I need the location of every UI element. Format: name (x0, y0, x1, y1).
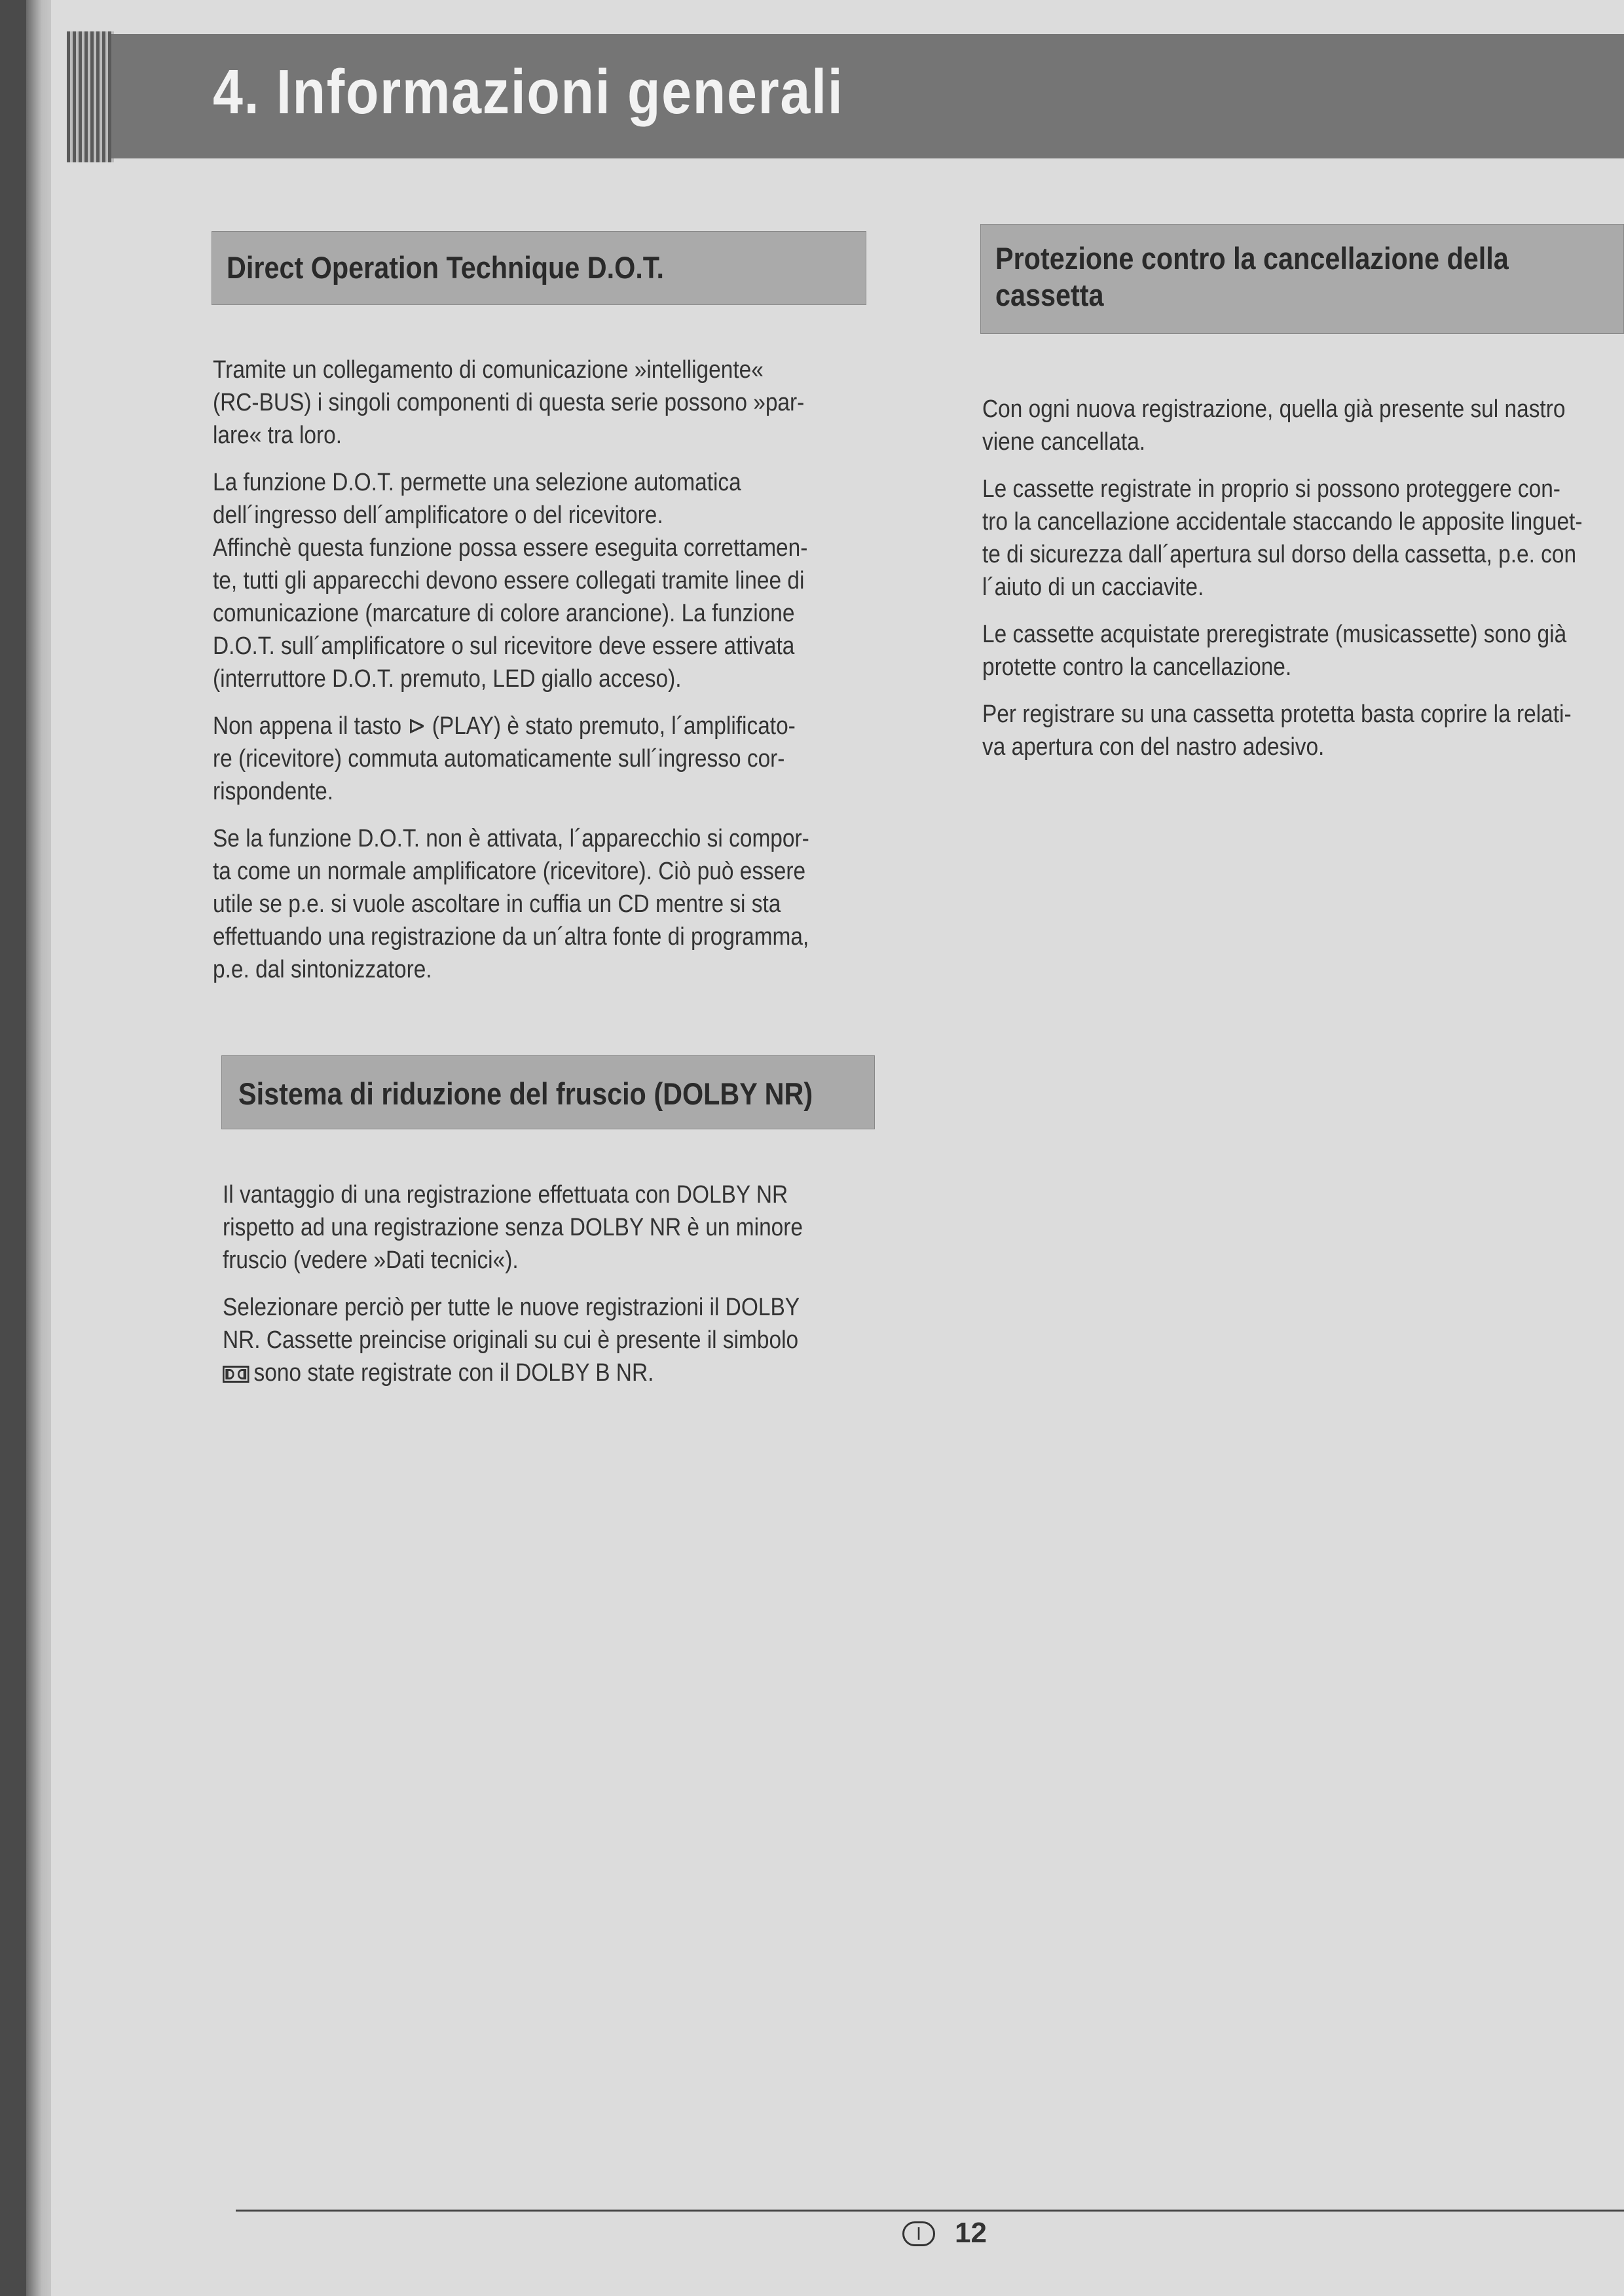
paragraph: Con ogni nuova registrazione, quella già presente sul nastro viene cancellata. (982, 395, 1566, 456)
paragraph: Affinchè questa funzione possa essere eseguita correttamen- te, tutti gli apparecchi devono essere collegati tramite linee di comunicazione (marcature di colore arancione). La funzione D.O.T. sull´amplificatore o sul ricevitore deve essere attivata (interruttore D.O.T. premuto, LED giallo acceso). (213, 534, 808, 693)
section-title-dolby: Sistema di riduzione del fruscio (DOLBY NR) (238, 1076, 813, 1111)
footer-rule (236, 2210, 1624, 2212)
paragraph: Se la funzione D.O.T. non è attivata, l´apparecchio si compor- ta come un normale amplificatore (ricevitore). Ciò può essere utile se p.e. si vuole ascoltare in cuffia un CD mentre si sta effettuando una registrazione da un´altra fonte di programma, p.e. dal sintonizzatore. (213, 825, 809, 983)
paragraph: Tramite un collegamento di comunicazione »intelligente« (RC-BUS) i singoli componenti di questa serie possono »par- lare« tra loro. (213, 356, 805, 449)
paragraph: Non appena il tasto ⊳ (PLAY) è stato premuto, l´amplificato- re (ricevitore) commuta automaticamente sull´ingresso cor- rispondente. (213, 712, 796, 805)
section-header-protection (980, 224, 1624, 334)
page-number: 12 (955, 2217, 987, 2249)
paragraph: Il vantaggio di una registrazione effettuata con DOLBY NR rispetto ad una registrazione senza DOLBY NR è un minore fruscio (vedere »Dati tecnici«). (223, 1181, 803, 1274)
paragraph: La funzione D.O.T. permette una selezione automatica dell´ingresso dell´amplificatore o del ricevitore. (213, 469, 741, 529)
chapter-title: 4. Informazioni generali (213, 57, 844, 127)
paragraph: Le cassette registrate in proprio si possono proteggere con- tro la cancellazione accidentale staccando le apposite linguet- te di sicurezza dall´apertura sul dorso della cassetta, p.e. con l´aiuto di un cacciavite. (982, 475, 1583, 601)
chapter-tab-stripes (67, 31, 114, 162)
dolby-double-d-icon (223, 1366, 249, 1383)
page (51, 0, 1624, 2296)
paragraph: Le cassette acquistate preregistrate (musicassette) sono già protette contro la cancellazione. (982, 621, 1567, 681)
section-title-protection: Protezione contro la cancellazione della cassetta (995, 241, 1509, 312)
section-header-dolby (221, 1055, 875, 1129)
language-badge: I (902, 2221, 935, 2246)
section-body-dot (213, 354, 891, 1000)
section-body-protection (982, 393, 1624, 778)
section-header-dot (212, 231, 866, 305)
section-body-dolby (223, 1178, 882, 1404)
paragraph: Selezionare perciò per tutte le nuove registrazioni il DOLBY NR. Cassette preincise originali su cui è presente il simbolo sono state registrate con il DOLBY B NR. (223, 1294, 800, 1387)
paragraph: Per registrare su una cassetta protetta basta coprire la relati- va apertura con del nastro adesivo. (982, 701, 1572, 761)
section-title-dot: Direct Operation Technique D.O.T. (227, 250, 664, 285)
